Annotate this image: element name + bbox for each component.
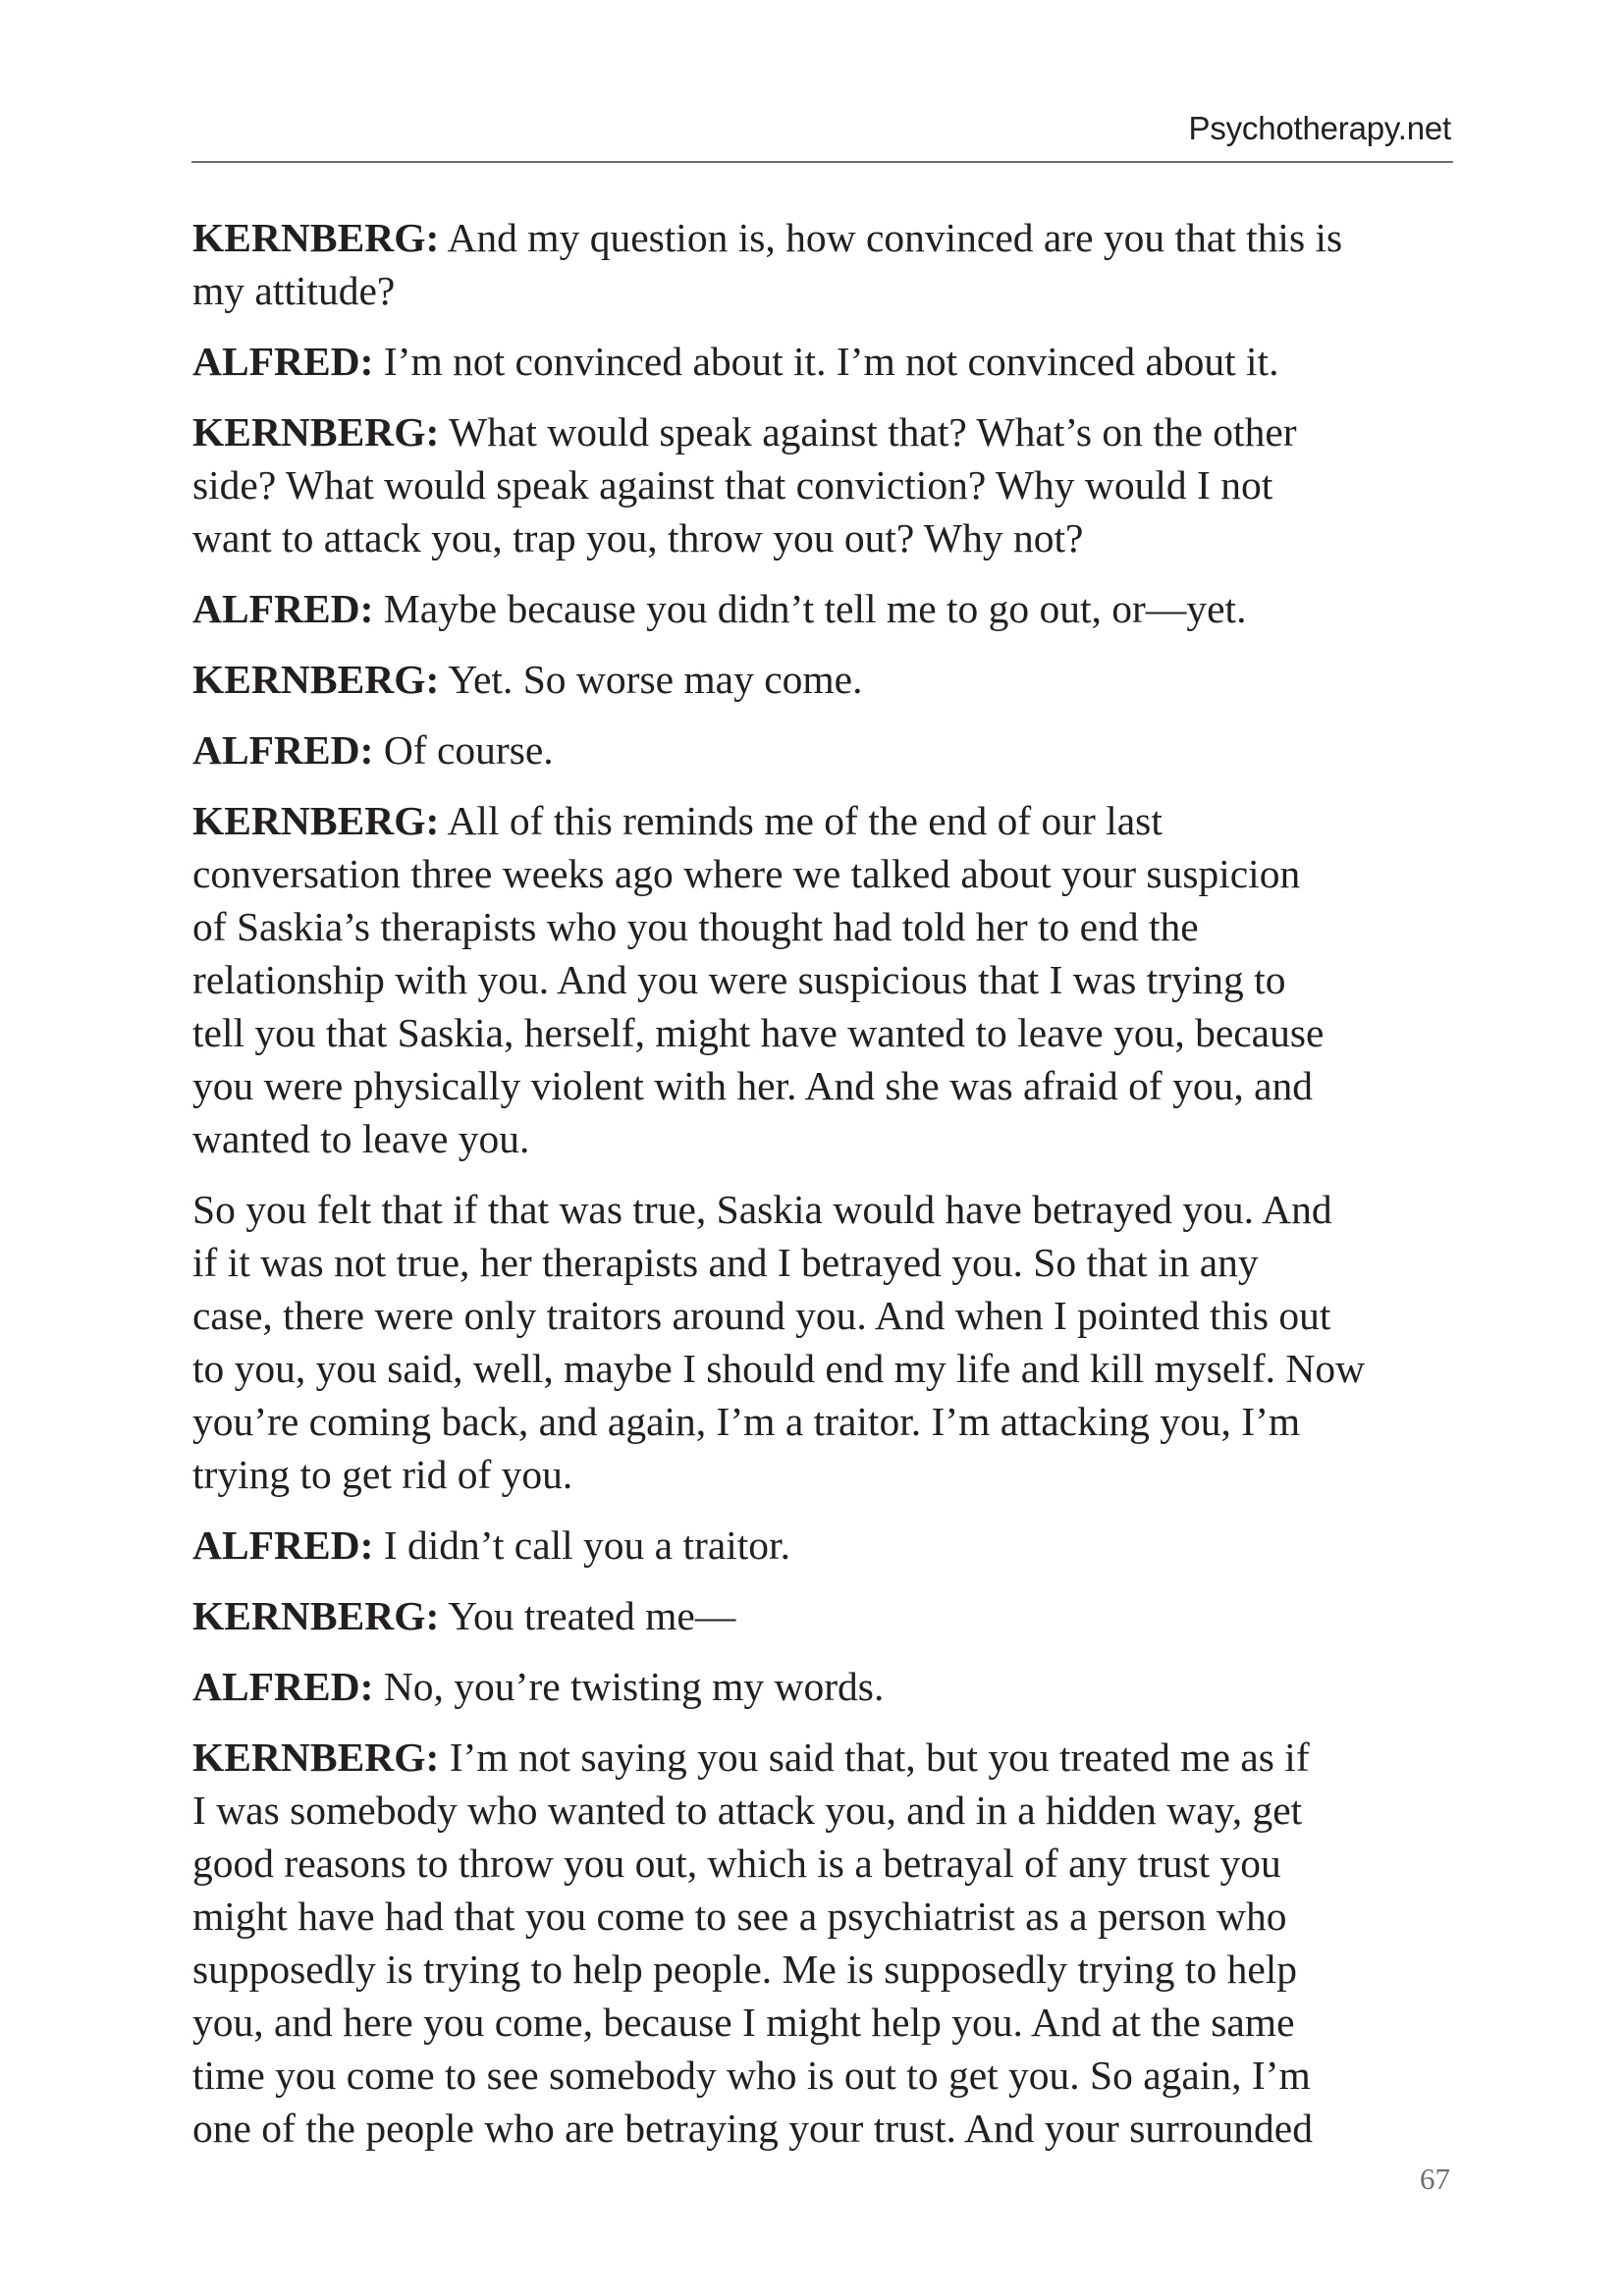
text-line: [192, 1448, 1469, 1501]
line-text: No, you’re twisting my words.: [383, 1664, 885, 1709]
speaker-label: KERNBERG:: [192, 657, 440, 702]
text-line: [192, 1890, 1469, 1943]
transcript-paragraph: [192, 723, 1469, 776]
text-line: [192, 1183, 1469, 1236]
line-text: Maybe because you didn’t tell me to go out, or—yet.: [383, 586, 1247, 631]
line-text: might have had that you come to see a psychiatrist as a person who: [192, 1894, 1287, 1939]
text-line: [192, 1660, 1469, 1713]
line-text: What would speak against that? What’s on the other: [448, 409, 1297, 454]
text-line: [192, 264, 1469, 317]
text-line: [192, 582, 1469, 635]
text-line: [192, 1996, 1469, 2049]
page-number: 67: [1420, 2162, 1450, 2196]
line-text: Yet. So worse may come.: [448, 657, 863, 702]
line-text: And my question is, how convinced are you that this is: [447, 215, 1343, 260]
line-text: All of this reminds me of the end of our last: [447, 798, 1163, 843]
text-line: [192, 847, 1469, 900]
text-line: [192, 794, 1469, 847]
line-text: you were physically violent with her. And she was afraid of you, and: [192, 1063, 1313, 1108]
transcript-paragraph: [192, 582, 1469, 635]
transcript-paragraph: [192, 794, 1469, 1165]
text-line: [192, 2102, 1469, 2155]
text-line: [192, 405, 1469, 458]
text-line: [192, 2049, 1469, 2102]
line-text: So you felt that if that was true, Saskia would have betrayed you. And: [192, 1187, 1332, 1232]
text-line: [192, 1589, 1469, 1642]
speaker-label: KERNBERG:: [192, 409, 440, 454]
line-text: tell you that Saskia, herself, might have wanted to leave you, because: [192, 1010, 1325, 1055]
speaker-label: ALFRED:: [192, 1664, 374, 1709]
transcript-paragraph: [192, 1660, 1469, 1713]
speaker-label: KERNBERG:: [192, 1735, 440, 1780]
text-line: [192, 953, 1469, 1006]
line-text: case, there were only traitors around you. And when I pointed this out: [192, 1293, 1331, 1338]
text-line: [192, 1784, 1469, 1837]
line-text: want to attack you, trap you, throw you out? Why not?: [192, 515, 1084, 561]
text-line: [192, 1006, 1469, 1059]
transcript-paragraph: [192, 1589, 1469, 1642]
speaker-label: KERNBERG:: [192, 1593, 440, 1638]
text-line: [192, 511, 1469, 564]
line-text: one of the people who are betraying your trust. And your surrounded: [192, 2106, 1313, 2151]
running-header: [191, 106, 1453, 163]
speaker-label: ALFRED:: [192, 727, 374, 773]
transcript-body: [192, 211, 1469, 2172]
transcript-paragraph: [192, 211, 1469, 317]
line-text: my attitude?: [192, 268, 396, 313]
line-text: conversation three weeks ago where we talked about your suspicion: [192, 851, 1301, 896]
line-text: trying to get rid of you.: [192, 1452, 573, 1497]
text-line: [192, 1731, 1469, 1784]
line-text: to you, you said, well, maybe I should end my life and kill myself. Now: [192, 1346, 1366, 1391]
line-text: I’m not saying you said that, but you treated me as if: [449, 1735, 1310, 1780]
text-line: [192, 458, 1469, 511]
transcript-paragraph: [192, 653, 1469, 706]
transcript-paragraph: [192, 335, 1469, 388]
header-site-name: Psychotherapy.net: [1188, 110, 1451, 146]
speaker-label: ALFRED:: [192, 1522, 374, 1568]
line-text: if it was not true, her therapists and I betrayed you. So that in any: [192, 1240, 1259, 1285]
line-text: side? What would speak against that conviction? Why would I not: [192, 462, 1273, 507]
text-line: [192, 1236, 1469, 1289]
line-text: You treated me—: [448, 1593, 736, 1638]
text-line: [192, 1112, 1469, 1165]
text-line: [192, 1342, 1469, 1395]
text-line: [192, 1837, 1469, 1890]
line-text: you, and here you come, because I might help you. And at the same: [192, 2000, 1295, 2045]
line-text: good reasons to throw you out, which is a betrayal of any trust you: [192, 1841, 1281, 1886]
line-text: supposedly is trying to help people. Me is supposedly trying to help: [192, 1947, 1298, 1992]
line-text: I didn’t call you a traitor.: [383, 1522, 790, 1568]
line-text: Of course.: [383, 727, 554, 773]
text-line: [192, 1519, 1469, 1572]
text-line: [192, 1289, 1469, 1342]
speaker-label: KERNBERG:: [192, 798, 440, 843]
line-text: wanted to leave you.: [192, 1116, 530, 1161]
text-line: [192, 653, 1469, 706]
speaker-label: ALFRED:: [192, 339, 374, 384]
text-line: [192, 723, 1469, 776]
text-line: [192, 1943, 1469, 1996]
transcript-paragraph: [192, 1183, 1469, 1501]
text-line: [192, 900, 1469, 953]
text-line: [192, 211, 1469, 264]
transcript-paragraph: [192, 1519, 1469, 1572]
transcript-paragraph: [192, 405, 1469, 564]
line-text: relationship with you. And you were suspicious that I was trying to: [192, 957, 1286, 1002]
line-text: time you come to see somebody who is out to get you. So again, I’m: [192, 2053, 1311, 2098]
transcript-paragraph: [192, 1731, 1469, 2155]
speaker-label: KERNBERG:: [192, 215, 440, 260]
line-text: I’m not convinced about it. I’m not convinced about it.: [383, 339, 1279, 384]
text-line: [192, 1395, 1469, 1448]
text-line: [192, 335, 1469, 388]
text-line: [192, 1059, 1469, 1112]
line-text: of Saskia’s therapists who you thought had told her to end the: [192, 904, 1199, 949]
line-text: you’re coming back, and again, I’m a traitor. I’m attacking you, I’m: [192, 1399, 1301, 1444]
line-text: I was somebody who wanted to attack you, and in a hidden way, get: [192, 1788, 1303, 1833]
speaker-label: ALFRED:: [192, 586, 374, 631]
